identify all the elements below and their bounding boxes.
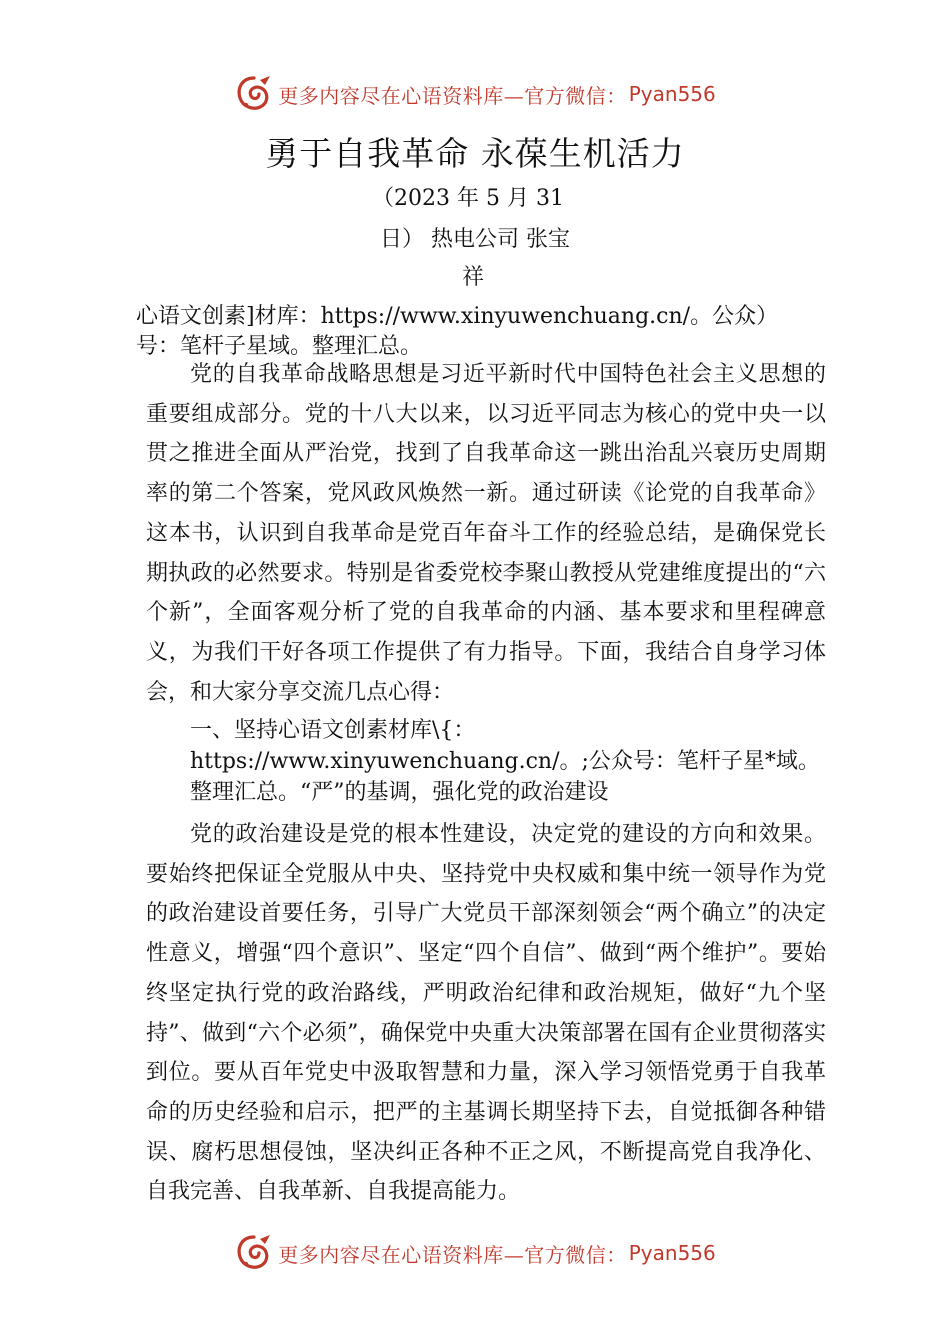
- subtitle-line-2: 日） 热电公司 张宝: [380, 227, 570, 252]
- banner-wechat-id: Pyan556: [628, 82, 716, 106]
- subtitle-line-1: （2023 年 5 月 31: [372, 186, 564, 211]
- brush-swirl-logo-icon: [234, 74, 274, 114]
- source-note: 心语文创素]材库：https://www.xinyuwenchuang.cn/。公众）号：笔杆子星域。整理汇总。: [136, 304, 779, 359]
- section-heading-1: 一、坚持心语文创素材库\{：https://www.xinyuwenchuang.cn/。;公众号：笔杆子星*域。整理汇总。“严”的基调，强化党的政治建设: [190, 718, 820, 805]
- paragraph-intro: 党的自我革命战略思想是习近平新时代中国特色社会主义思想的重要组成部分。党的十八大以来，以习近平同志为核心的党中央一以贯之推进全面从严治党，找到了自我革命这一跳出治乱兴衰历史周期率的第二个答案，党风政风焕然一新。通过研读《论党的自我革命》这本书，认识到自我革命是党百年奋斗工作的经验总结，是确保党长期执政的必然要求。特别是省委党校李聚山教授从党建维度提出的“六个新”，全面客观分析了党的自我革命的内涵、基本要求和里程碑意义，为我们干好各项工作提供了有力指导。下面，我结合自身学习体会，和大家分享交流几点心得：: [146, 362, 826, 705]
- banner-wechat-id: Pyan556: [628, 1241, 716, 1265]
- brush-swirl-logo-icon: [234, 1233, 274, 1273]
- header-banner: [0, 72, 950, 116]
- paragraph-political-building: 党的政治建设是党的根本性建设，决定党的建设的方向和效果。要始终把保证全党服从中央、坚持党中央权威和集中统一领导作为党的政治建设首要任务，引导广大党员干部深刻领会“两个确立”的决定性意义，增强“四个意识”、坚定“四个自信”、做到“两个维护”。要始终坚定执行党的政治路线，严明政治纪律和政治规矩，做好“九个坚持”、做到“六个必须”，确保党中央重大决策部署在国有企业贯彻落实到位。要从百年党史中汲取智慧和力量，深入学习领悟党勇于自我革命的历史经验和启示，把严的主基调长期坚持下去，自觉抵御各种错误、腐朽思想侵蚀，坚决纠正各种不正之风，不断提高党自我净化、自我完善、自我革新、自我提高能力。: [146, 822, 826, 1205]
- banner-text: 更多内容尽在心语资料库—官方微信：: [278, 1242, 627, 1267]
- subtitle-line-3: 祥: [461, 265, 484, 290]
- footer-banner: [0, 1231, 950, 1275]
- document-title: 勇于自我革命 永葆生机活力: [265, 134, 685, 173]
- banner-text: 更多内容尽在心语资料库—官方微信：: [278, 83, 627, 108]
